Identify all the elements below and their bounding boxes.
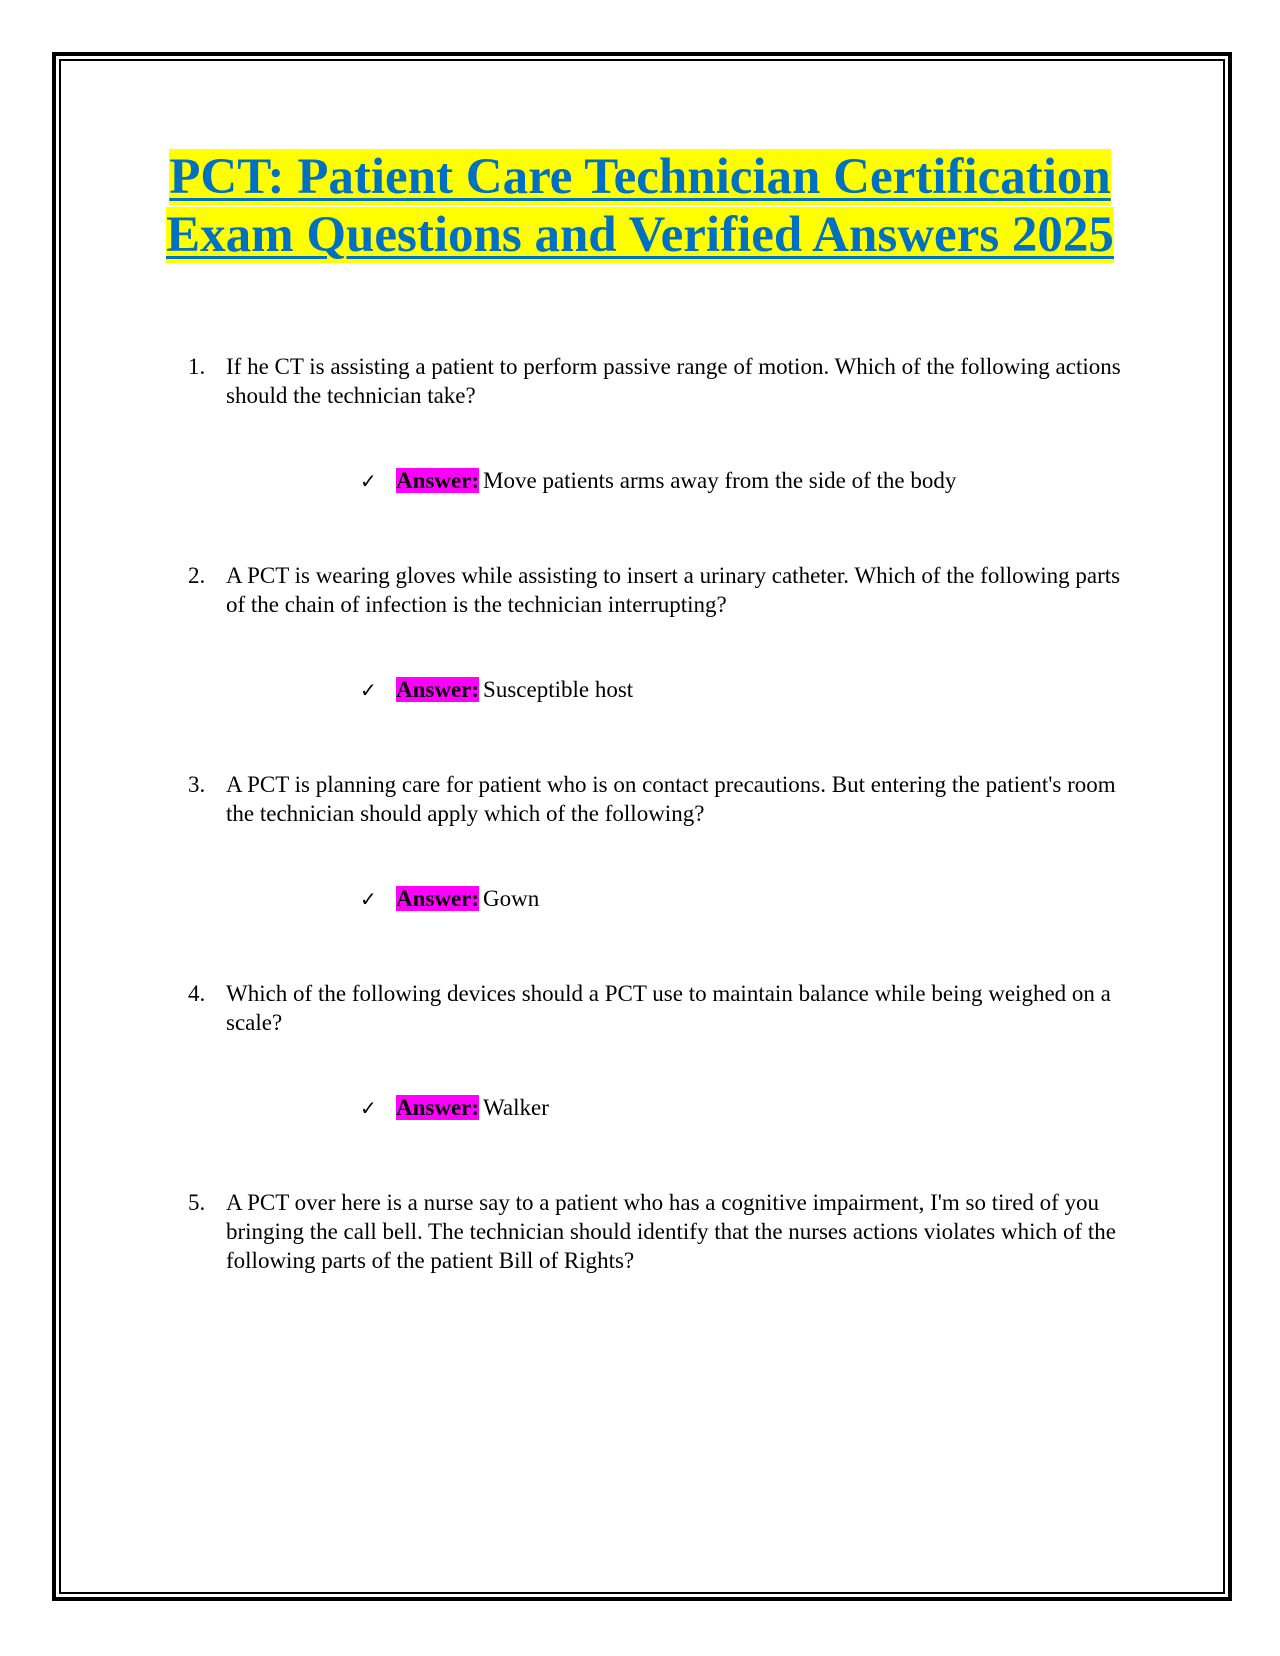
answer-label: Answer: <box>396 468 480 493</box>
question-text: Which of the following devices should a PCT use to maintain balance while being weighed on a scale? <box>226 981 1111 1035</box>
document-title <box>0 148 1280 264</box>
question-item <box>180 770 1140 914</box>
question-item <box>180 1188 1140 1275</box>
answer-row <box>360 1093 1140 1123</box>
question-text: If he CT is assisting a patient to perform passive range of motion. Which of the following actions should the technician take? <box>226 354 1121 408</box>
question-item <box>180 561 1140 705</box>
answer-text: Move patients arms away from the side of the body <box>483 468 957 493</box>
answer-row <box>360 466 1140 496</box>
answer-row <box>360 884 1140 914</box>
title-line-1: PCT: Patient Care Technician Certification <box>169 149 1111 205</box>
question-text: A PCT over here is a nurse say to a patient who has a cognitive impairment, I'm so tired of you bringing the call bell. The technician should identify that the nurses actions violates which of the following parts of the patient Bill of Rights? <box>226 1190 1116 1273</box>
answer-label: Answer: <box>396 677 480 702</box>
answer-text: Susceptible host <box>483 677 634 702</box>
question-number: 2. <box>188 563 206 588</box>
answer-label: Answer: <box>396 1095 480 1120</box>
question-number: 4. <box>188 981 206 1006</box>
answer-text: Walker <box>483 1095 549 1120</box>
question-item <box>180 979 1140 1123</box>
answer-label: Answer: <box>396 886 480 911</box>
question-number: 3. <box>188 772 206 797</box>
title-line-2: Exam Questions and Verified Answers 2025 <box>166 207 1114 263</box>
answer-text: Gown <box>483 886 540 911</box>
answer-row <box>360 675 1140 705</box>
question-text: A PCT is wearing gloves while assisting to insert a urinary catheter. Which of the following parts of the chain of infection is the technician interrupting? <box>226 563 1121 617</box>
checkmark-icon: ✓ <box>360 469 377 493</box>
checkmark-icon: ✓ <box>360 1096 377 1120</box>
checkmark-icon: ✓ <box>360 887 377 911</box>
question-number: 5. <box>188 1190 206 1215</box>
question-item <box>180 352 1140 496</box>
checkmark-icon: ✓ <box>360 678 377 702</box>
question-text: A PCT is planning care for patient who is on contact precautions. But entering the patient's room the technician should apply which of the following? <box>226 772 1116 826</box>
question-list <box>180 352 1140 1340</box>
question-number: 1. <box>188 354 206 379</box>
